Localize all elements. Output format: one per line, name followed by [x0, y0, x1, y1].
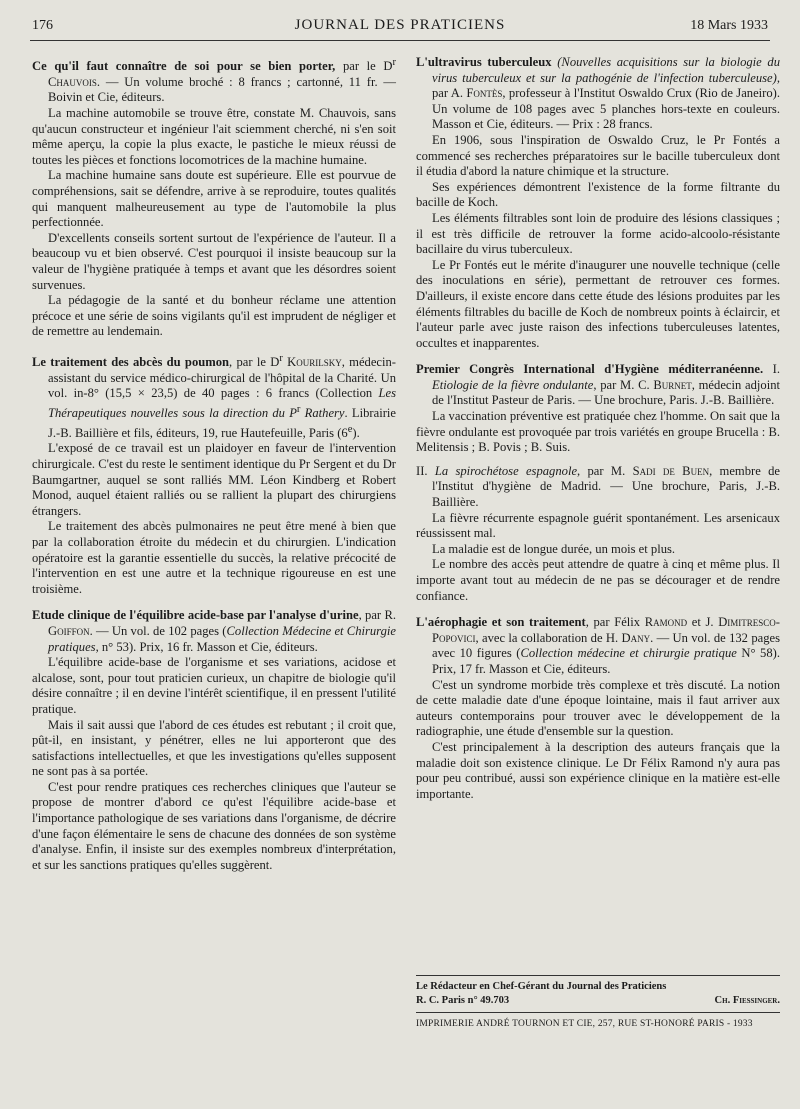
sup: r: [392, 57, 397, 68]
review-2-series: Les Thérapeutiques nouvelles sous la direction du P: [48, 386, 396, 421]
colophon-rc-line: [416, 994, 780, 1008]
review-3-meta-2: , n° 53). Prix, 16 fr. Masson et Cie, éditeurs.: [95, 639, 318, 654]
review-5-author-1: Burnet: [653, 377, 692, 392]
review-6-by: , par Félix: [585, 615, 645, 630]
review-4-para-1: En 1906, sous l'inspiration de Oswaldo Cruz, le Pr Fontés a commencé ses recherches préparatoires sur le bacille tuberculeux dont il étudia d'abord la nature chimique et la structure.: [416, 132, 780, 179]
review-3-para-2: Mais il sait aussi que l'abord de ces études est rebutant ; il croit que, pût-il, en insistant, y pénétrer, elles ne lui apporteront que des satisfactions intellectuelles, et que les investigations qu'elles supposent ne sont pas à sa portée.: [32, 717, 396, 779]
editor-line: Le Rédacteur en Chef-Gérant du Journal des Praticiens: [416, 981, 667, 992]
review-5-heading-2: [416, 464, 780, 511]
review-3-author: Goiffon: [48, 623, 90, 638]
review-3-meta-1: . — Un vol. de 102 pages (: [89, 623, 227, 638]
review-2-meta-2: . Librairie J.-B. Baillière et fils, éditeurs, 19, rue Hautefeuille, Paris (6: [48, 406, 396, 440]
review-2-para-1: L'exposé de ce travail est un plaidoyer en faveur de l'intervention chirurgicale. C'est du reste le sentiment identique du Pr Sergent et du Dr Baumgartner, auquel se sont ralliés MM. Léon Kindberg et Robert Monod, auquel étaient ralliés ou se rallient la plupart des chirurgiens étrangers.: [32, 441, 396, 518]
review-5-num-1: I.: [763, 362, 780, 377]
review-1-author: Chauvois: [48, 74, 97, 89]
review-6-para-2: C'est principalement à la description des auteurs français que la maladie doit son existence clinique. Le Dr Félix Ramond n'y aura pas pour peu contribué, aussi son expérience clinique en la matière est-elle importante.: [416, 739, 780, 801]
issue-date: 18 Mars 1933: [690, 18, 768, 33]
review-5-para-2: La fièvre récurrente espagnole guérit spontanément. Les arsenicaux réussissent mal.: [416, 510, 780, 541]
review-4-para-3: Les éléments filtrables sont loin de produire des lésions classiques ; il est très difficile de retrouver la forme acido-alcoolo-résistante bacillaire du virus tuberculeux.: [416, 210, 780, 257]
review-6-author-2: Dimitresco-Popovici: [432, 615, 780, 645]
left-column: [32, 55, 396, 873]
review-5-sub-1: Etiologie de la fièvre ondulante: [432, 377, 594, 392]
editor-signature: Ch. Fiessinger.: [714, 995, 780, 1006]
review-5-author-2: Sadi de Buen: [632, 463, 710, 478]
review-4-meta: , professeur à l'Institut Oswaldo Crux (Rio de Janeiro). Un volume de 108 pages avec 5 planches hors-texte en couleurs. Masson et Cie, éditeurs. — Prix : 28 francs.: [432, 86, 780, 132]
review-6-and: et J.: [687, 615, 719, 630]
review-1-para-2: La machine humaine sans doute est supérieure. Elle est pourvue de compréhensions, sait se défendre, arrive à se reproduire, toutes qualités qui manquent malheureusement au type de l'automobile la plus perfectionnée.: [32, 168, 396, 230]
review-5-para-3: La maladie est de longue durée, un mois et plus.: [432, 541, 676, 556]
review-6-para-1: C'est un syndrome morbide très complexe et très discuté. La notion de cette maladie date d'une époque lointaine, mais il faut arriver aux auteurs contemporains pour trouver avec le développement de la radiographie, une étude d'ensemble sur la question.: [416, 677, 780, 739]
review-4-series: (Nouvelles acquisitions sur la biologie du virus tuberculeux et sur la pathogénie de l'infection tuberculeuse): [432, 55, 780, 85]
review-5-by-1: , par M. C.: [593, 377, 654, 392]
header-rule: [30, 40, 770, 41]
review-4-para-2: Ses expériences démontrent l'existence de la forme filtrante du bacille de Koch.: [416, 179, 780, 210]
review-5-meta-2: , membre de l'Institut d'hygiène de Madrid. — Une brochure, Paris, J.-B. Baillière.: [432, 463, 780, 510]
sup: e: [347, 423, 353, 435]
sup: r: [296, 403, 301, 415]
review-3-para-1: L'équilibre acide-base de l'organisme et ses variations, acidose et alcalose, sont, pour tout praticien curieux, un chapitre de biologie qu'il désire connaître ; il en devine l'intérêt scientifique, il en pressent l'utilité pratique.: [32, 655, 396, 716]
review-1-para-1: La machine automobile se trouve être, constate M. Chauvois, sans qu'aucun constructeur et ingénieur l'ait sciemment cherché, ni s'en soit même aperçu, la copie la plus exacte, le pastiche le mieux réussi de toutes les pièces et fonctions locomotrices de la machine humaine.: [32, 105, 396, 167]
review-5-meta-1: , médecin adjoint de l'Institut Pasteur de Paris. — Une brochure, Paris. J.-B. Baillière.: [432, 377, 780, 408]
review-3-by: , par R.: [358, 608, 397, 623]
review-2-title: Le traitement des abcès du poumon: [32, 355, 230, 370]
review-5-title: Premier Congrès International d'Hygiène méditerranéenne.: [416, 362, 764, 377]
review-6-with: , avec la collaboration de H.: [475, 630, 622, 645]
review-5-para-1: La vaccination préventive est pratiquée chez l'homme. On sait que la fièvre ondulante est provoquée par trois variétés en groupe Brucella : B. Melitensis ; B. Povis ; B. Suis.: [416, 409, 780, 455]
review-4-heading: [416, 55, 780, 133]
review-2-by: , par le D: [229, 355, 280, 370]
journal-title: JOURNAL DES PRATICIENS: [294, 17, 506, 33]
colophon: [416, 975, 780, 1029]
review-2-author: Kourilsky: [287, 355, 342, 370]
review-6-meta-1: . — Un vol. de 132 pages avec 10 figures (: [432, 630, 780, 661]
review-3-para-3: C'est pour rendre pratiques ces recherches cliniques que l'auteur se propose de montrer d'abord ce qu'est l'équilibre acide-base et l'importance pathologique de ses variations dans l'organisme, de décrire d'une façon élémentaire le sens de chacune des données de son système d'analyse. Enfin, il insiste sur des exemples nombreux d'interprétation, et sur les sanctions pratiques qu'elles suggèrent.: [32, 779, 396, 872]
colophon-rule: [416, 975, 780, 976]
review-5-para-4: Le nombre des accès peut attendre de quatre à cinq et même plus. Il importe avant tout au médecin de ne pas se décourager et de rendre confiance.: [416, 557, 780, 603]
review-5-heading: [416, 362, 780, 409]
review-3-series: Collection Médecine et Chirurgie pratiques: [48, 623, 397, 654]
review-4-author: Fontès: [466, 86, 503, 101]
page-number: 176: [32, 18, 53, 33]
review-5-sub-2: La spirochétose espagnole: [434, 463, 578, 478]
review-1-meta: . — Un volume broché : 8 francs ; cartonné, 11 fr. — Boivin et Cie, éditeurs.: [48, 74, 396, 105]
colophon-editor-line: [416, 980, 780, 994]
review-1-para-3: D'excellents conseils sortent surtout de l'expérience de l'auteur. Il a beaucoup vu et bien observé. C'est pourquoi il insiste beaucoup sur la valeur de l'hygiène pratiquée à temps et avant que les désordres soient survenues.: [32, 230, 396, 292]
review-2-series-end: Rathery: [300, 406, 345, 421]
review-2-meta-end: ).: [352, 425, 360, 440]
review-1-by: par le D: [342, 59, 393, 74]
review-2-meta-1: , médecin-assistant du service médico-chirurgical de l'hôpital de la Charité. Un vol. in-8° (15,5 × 23,5) de 40 pages : 6 francs (Collection: [48, 355, 397, 401]
review-3-title: Etude clinique de l'équilibre acide-base par l'analyse d'urine: [32, 608, 359, 623]
sup: r: [279, 352, 283, 364]
review-4-by: , par A.: [432, 70, 780, 101]
review-6-author-1: Ramond: [644, 615, 688, 630]
right-column: [416, 55, 780, 802]
rc-number: R. C. Paris n° 49.703: [416, 995, 510, 1006]
page-header: [32, 16, 768, 38]
review-6-heading: [416, 615, 780, 677]
review-5-by-2: , par M.: [577, 463, 633, 478]
review-1-title: Ce qu'il faut connaître de soi pour se bien porter,: [32, 59, 336, 74]
review-2-heading: [32, 351, 396, 442]
review-6-author-3: Dany: [621, 630, 651, 645]
review-5-num-2: II.: [416, 463, 435, 478]
review-4-para-4: Le Pr Fontés eut le mérite d'inaugurer une nouvelle technique (celle des inoculations en série), permettant de retrouver ces formes. D'ailleurs, il existe encore dans cette étude des lésions produites par les éléments filtrables du bacille de Koch de nombreux points à éclaircir, et l'auteur parle avec juste raison des infections tuberculeuses latentes, occultes et inapparentes.: [416, 257, 780, 350]
review-2-para-2: Le traitement des abcès pulmonaires ne peut être mené à bien que par la collaboration étroite du médecin et du chirurgien. L'indication opératoire est la garantie essentielle du succès, la relative précocité de l'intervention en est une autre et la technique rigoureuse en est une troisième.: [32, 519, 396, 596]
review-3-heading: [32, 608, 396, 655]
review-1-para-4: La pédagogie de la santé et du bonheur réclame une attention précoce et une série de soins vigilants qu'il est imprudent de négliger et de remettre au lendemain.: [32, 293, 396, 339]
printer-line: IMPRIMERIE ANDRÉ TOURNON ET CIE, 257, RUE ST-HONORÉ PARIS - 1933: [416, 1019, 753, 1029]
colophon-rule-2: [416, 1012, 780, 1013]
review-6-meta-2: N° 58). Prix, 17 fr. Masson et Cie, éditeurs.: [432, 646, 780, 676]
review-6-series: Collection médecine et chirurgie pratique: [520, 646, 737, 661]
review-6-title: L'aérophagie et son traitement: [416, 615, 586, 630]
review-4-title: L'ultravirus tuberculeux: [416, 55, 552, 69]
review-1-heading: [32, 55, 396, 106]
